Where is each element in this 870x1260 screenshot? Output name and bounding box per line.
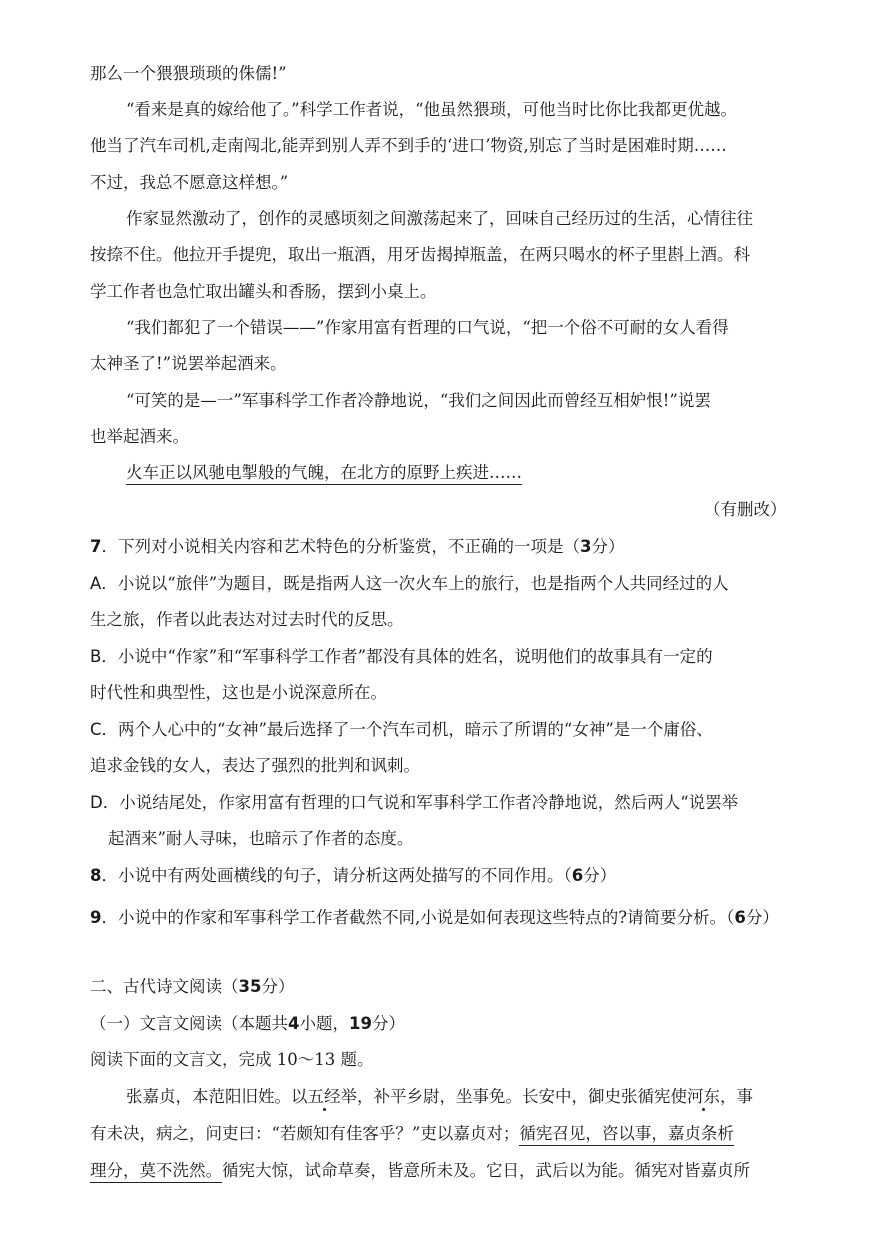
question-score: 3 (579, 537, 592, 556)
subsection-count: 4 (288, 1014, 300, 1033)
option-d-cont: 起酒来”耐人寻味，也暗示了作者的态度。 (108, 829, 414, 848)
classical-text: 举，补平乡尉，坐事免。长安中，御史张循宪使 (340, 1087, 687, 1106)
question-8 (90, 864, 616, 888)
question-text: ．小说中的作家和军事科学工作者截然不同,小说是如何表现这些特点的?请简要分析。（ (101, 908, 735, 927)
option-c (90, 718, 713, 742)
option-text: ．小说以“旅伴”为题目，既是指两人这一次火车上的旅行，也是指两个人共同经过的人 (101, 574, 729, 593)
underlined-sentence (126, 461, 522, 485)
option-text: ．两个人心中的“女神”最后选择了一个汽车司机，暗示了所谓的“女神”是一个庸俗、 (101, 720, 713, 739)
subsection-text: 分） (371, 1014, 405, 1033)
classical-text: 有未决，病之，问吏曰：“若颇知有佳客乎？”吏以嘉贞对； (90, 1124, 520, 1143)
question-number: 8 (90, 866, 102, 885)
classical-line (90, 1159, 750, 1183)
story-line: 作家显然激动了，创作的灵感顷刻之间激荡起来了，回味自己经历过的生活，心情往往 (126, 209, 753, 228)
classical-text: 张嘉贞，本范阳旧姓。以 (126, 1087, 308, 1106)
section-score: 35 (238, 977, 262, 996)
classical-text: 循宪大惊，试命草奏，皆意所未及。它日，武后以为能。循宪对皆嘉贞所 (222, 1161, 750, 1180)
option-c-cont: 追求金钱的女人，表达了强烈的批判和讽刺。 (90, 756, 420, 775)
question-text-tail: 分） (745, 908, 779, 927)
underlined-text: 火车正以风驰电掣般的气魄，在北方的原野上疾进…… (126, 463, 522, 485)
subsection-score: 19 (348, 1014, 372, 1033)
classical-line (126, 1085, 753, 1109)
option-text: ．小说结尾处，作家用富有哲理的口气说和军事科学工作者冷静地说，然后两人“说罢举 (102, 793, 739, 812)
question-text-tail: 分） (583, 866, 617, 885)
option-text: ．小说中“作家”和“军事科学工作者”都没有具体的姓名，说明他们的故事具有一定的 (101, 647, 713, 666)
classical-text: ，事 (720, 1087, 753, 1106)
instruction: 阅读下面的文言文，完成 10～13 题。 (90, 1050, 374, 1069)
question-number: 7 (90, 537, 102, 556)
option-a-cont: 生之旅，作者以此表达对过去时代的反思。 (90, 610, 404, 629)
classical-line (90, 1122, 734, 1146)
underlined-text: 理分，莫不洗然。 (90, 1161, 222, 1183)
underlined-text: 循宪召见，咨以事，嘉贞条析 (519, 1124, 734, 1146)
option-b (90, 645, 713, 669)
story-line: “可笑的是—一”军事科学工作者冷静地说，“我们之间因此而曾经互相妒恨!”说罢 (126, 391, 711, 410)
story-line: 按捺不住。他拉开手提兜，取出一瓶酒，用牙齿揭掉瓶盖，在两只喝水的杯子里斟上酒。科 (90, 245, 750, 264)
option-label: B (90, 647, 102, 666)
subsection-text: 小题， (299, 1014, 349, 1033)
question-7 (90, 535, 624, 559)
story-line: “看来是真的嫁给他了。”科学工作者说，“他虽然猥琐，可他当时比你比我都更优越。 (126, 100, 738, 119)
subsection-text: （一）文言文阅读（本题共 (90, 1014, 288, 1033)
option-label: C (90, 720, 102, 739)
story-line: 太神圣了!”说罢举起酒来。 (90, 354, 287, 373)
option-a (90, 572, 729, 596)
story-line: 也举起酒来。 (90, 427, 189, 446)
dotted-word: 五经 (307, 1087, 341, 1106)
section-title-tail: 分） (261, 977, 295, 996)
option-b-cont: 时代性和典型性，这也是小说深意所在。 (90, 683, 387, 702)
source-note: （有删改） (704, 500, 787, 519)
question-text: ．小说中有两处画横线的句子，请分析这两处描写的不同作用。（ (101, 866, 572, 885)
option-d (90, 791, 738, 815)
question-text-tail: 分） (591, 537, 625, 556)
section-title-text: 二、古代诗文阅读（ (90, 977, 239, 996)
question-score: 6 (571, 866, 584, 885)
subsection-title (90, 1012, 405, 1036)
question-9 (90, 900, 780, 936)
story-line: 那么一个猥猥琐琐的侏儒!” (90, 64, 287, 83)
dotted-word: 河东 (687, 1087, 720, 1106)
question-text: ．下列对小说相关内容和艺术特色的分析鉴赏，不正确的一项是（ (101, 537, 580, 556)
question-score: 6 (734, 908, 746, 927)
option-label: A (90, 574, 102, 593)
story-line: 他当了汽车司机,走南闯北,能弄到别人弄不到手的‘进口’物资,别忘了当时是困难时期…… (90, 136, 727, 155)
story-line: 学工作者也急忙取出罐头和香肠，摆到小桌上。 (90, 282, 437, 301)
option-label: D (90, 793, 103, 812)
question-number: 9 (90, 908, 102, 927)
story-line: “我们都犯了一个错误——”作家用富有哲理的口气说，“把一个俗不可耐的女人看得 (126, 318, 729, 337)
story-line: 不过，我总不愿意这样想。” (90, 173, 289, 192)
section-title (90, 975, 294, 999)
